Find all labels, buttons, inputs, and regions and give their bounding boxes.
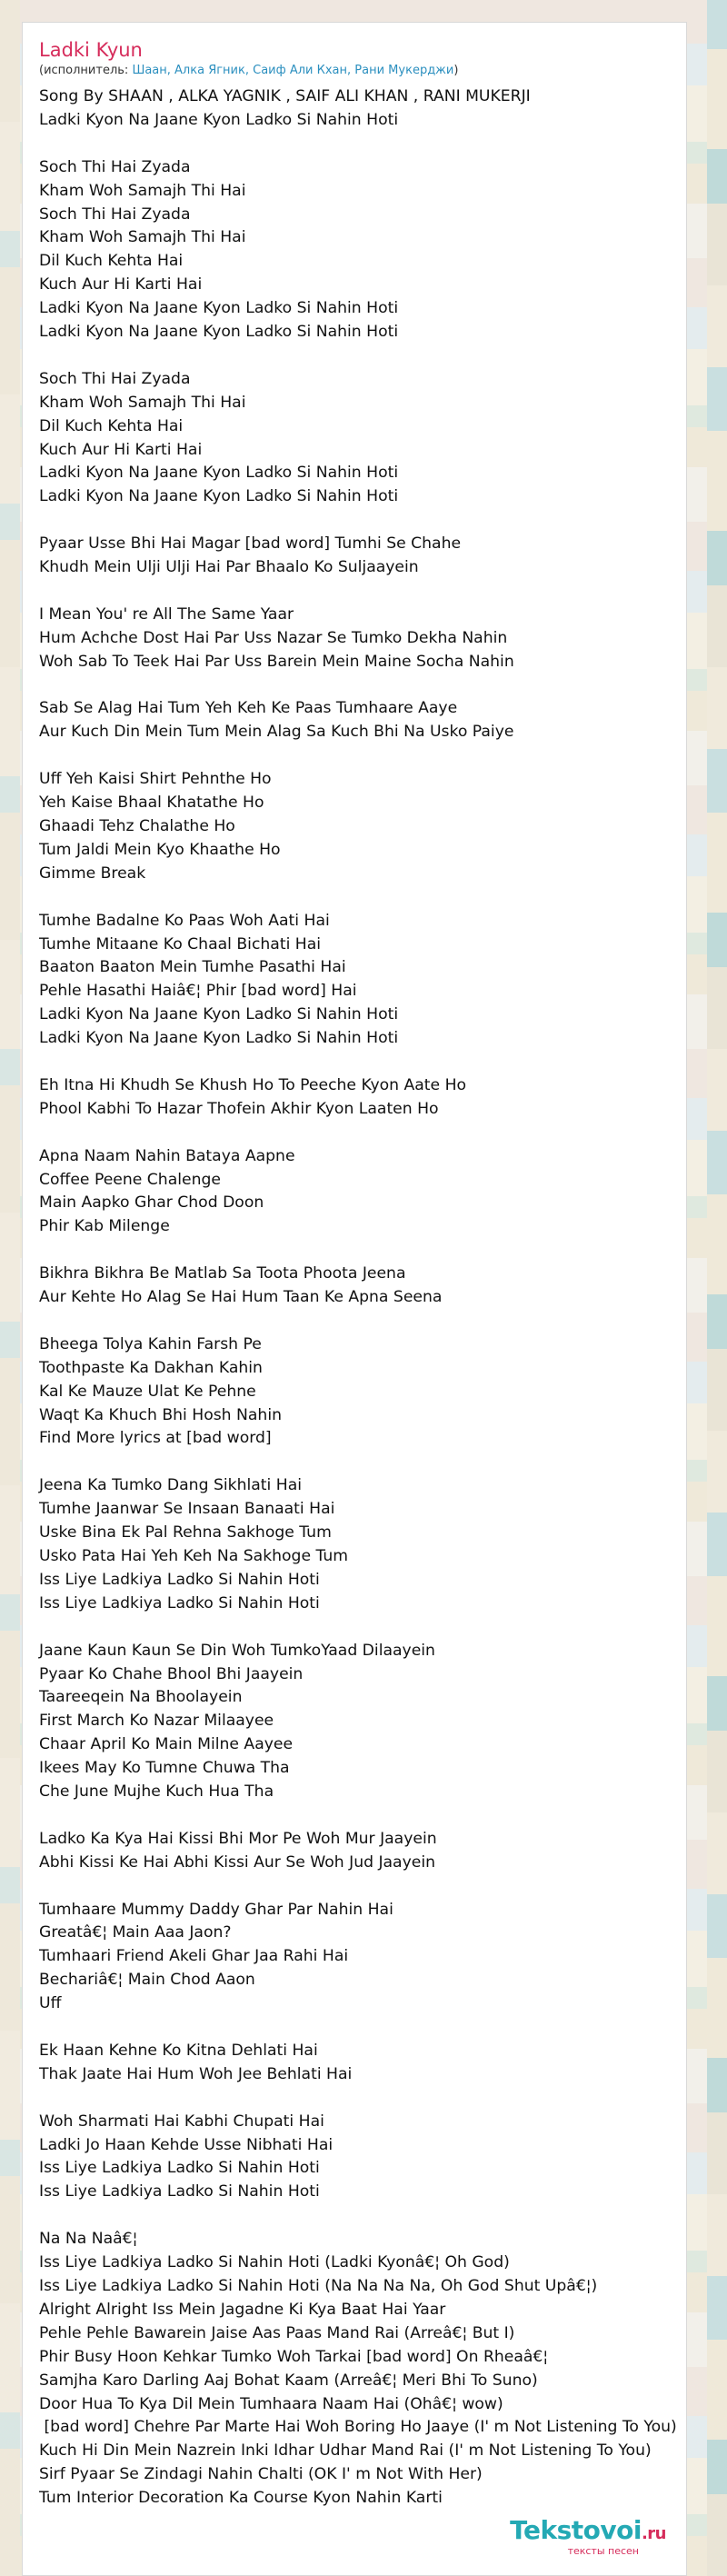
lyric-line: Tumhaari Friend Akeli Ghar Jaa Rahi Hai <box>39 1947 349 1966</box>
stanza-break <box>39 1875 670 1899</box>
lyric-line: Aur Kuch Din Mein Tum Mein Alag Sa Kuch Bhi Na Usko Paiye <box>39 723 514 742</box>
stanza-break <box>39 2204 670 2228</box>
lyric-line: Bheega Tolya Kahin Farsh Pe <box>39 1334 262 1353</box>
lyric-line: Sab Se Alag Hai Tum Yeh Keh Ke Paas Tumhaare Aaye <box>39 699 458 718</box>
lyric-line: Soch Thi Hai Zyada <box>39 205 191 224</box>
lyric-line: Dil Kuch Kehta Hai <box>39 252 184 271</box>
lyric-line: Ladki Kyon Na Jaane Kyon Ladko Si Nahin Hoti <box>39 1005 399 1024</box>
lyric-line: Tumhe Jaanwar Se Insaan Banaati Hai <box>39 1500 335 1519</box>
lyric-line: Ladki Jo Haan Kehde Usse Nibhati Hai <box>39 2135 334 2154</box>
lyric-line: Tum Jaldi Mein Kyo Khaathe Ho <box>39 840 281 859</box>
stanza-break <box>39 1804 670 1828</box>
stanza-break <box>39 580 670 604</box>
lyric-line: Coffee Peene Chalenge <box>39 1170 221 1189</box>
lyrics-text <box>39 85 677 2511</box>
stanza-break <box>39 133 670 156</box>
lyric-line: Tumhe Badalne Ko Paas Woh Aati Hai <box>39 911 330 930</box>
lyric-line: Gimme Break <box>39 864 146 883</box>
lyric-line: Kuch Aur Hi Karti Hai <box>39 275 203 295</box>
lyric-line: Baaton Baaton Mein Tumhe Pasathi Hai <box>39 958 346 977</box>
lyric-line: Taareeqein Na Bhoolayein <box>39 1688 243 1707</box>
lyric-line: Ek Haan Kehne Ko Kitna Dehlati Hai <box>39 2041 318 2060</box>
lyric-line: Thak Jaate Hai Hum Woh Jee Behlati Hai <box>39 2064 353 2083</box>
site-logo-tld: .ru <box>641 2524 666 2543</box>
lyric-line: Greatâ€¦ Main Aaa Jaon? <box>39 1923 232 1942</box>
lyric-line: Kal Ke Mauze Ulat Ke Pehne <box>39 1382 256 1401</box>
lyric-line: Ikees May Ko Tumne Chuwa Tha <box>39 1759 290 1778</box>
lyric-line: Tumhe Mitaane Ko Chaal Bichati Hai <box>39 934 322 954</box>
stanza-break <box>39 1122 670 1145</box>
lyric-line: Bikhra Bikhra Be Matlab Sa Toota Phoota Jeena <box>39 1264 406 1283</box>
lyric-line: Toothpaste Ka Dakhan Kahin <box>39 1358 263 1377</box>
lyric-line: Iss Liye Ladkiya Ladko Si Nahin Hoti <box>39 1593 320 1612</box>
lyric-line: Door Hua To Kya Dil Mein Tumhaara Naam Hai (Ohâ€¦ wow) <box>39 2394 503 2413</box>
lyric-line: Uske Bina Ek Pal Rehna Sakhoge Tum <box>39 1523 332 1543</box>
lyric-line: Iss Liye Ladkiya Ladko Si Nahin Hoti <box>39 2182 320 2202</box>
stanza-break <box>39 674 670 698</box>
lyric-line: Phool Kabhi To Hazar Thofein Akhir Kyon Laaten Ho <box>39 1099 439 1118</box>
lyric-line: First March Ko Nazar Milaayee <box>39 1712 274 1731</box>
site-logo-name: Tekstovoi <box>510 2515 642 2545</box>
song-title: Ladki Kyun <box>39 39 143 61</box>
lyric-line: Pyaar Ko Chahe Bhool Bhi Jaayein <box>39 1664 304 1683</box>
lyric-line: I Mean You' re All The Same Yaar <box>39 604 294 624</box>
lyric-line: Bechariâ€¦ Main Chod Aaon <box>39 1971 255 1990</box>
lyric-line: Ladki Kyon Na Jaane Kyon Ladko Si Nahin Hoti <box>39 464 399 483</box>
site-tagline: тексты песен <box>567 2545 639 2557</box>
lyric-line: Yeh Kaise Bhaal Khatathe Ho <box>39 794 264 813</box>
lyric-line: Woh Sharmati Hai Kabhi Chupati Hai <box>39 2112 324 2131</box>
lyric-line: Ladki Kyon Na Jaane Kyon Ladko Si Nahin Hoti <box>39 487 399 506</box>
lyric-line: Kuch Aur Hi Karti Hai <box>39 440 203 459</box>
performers-prefix: (исполнитель: <box>39 64 133 77</box>
lyric-line: Song By SHAAN , ALKA YAGNIK , SAIF ALI KHAN , RANI MUKERJI <box>39 87 531 105</box>
lyric-line: Aur Kehte Ho Alag Se Hai Hum Taan Ke Apna Seena <box>39 1288 443 1307</box>
lyric-line: Pehle Pehle Bawarein Jaise Aas Paas Mand Rai (Arreâ€¦ But I) <box>39 2323 515 2342</box>
stanza-break <box>39 344 670 368</box>
site-watermark <box>503 2513 673 2561</box>
stanza-break <box>39 1239 670 1263</box>
lyric-line: Che June Mujhe Kuch Hua Tha <box>39 1782 274 1802</box>
lyric-line: Ladki Kyon Na Jaane Kyon Ladko Si Nahin Hoti <box>39 323 399 342</box>
lyric-line: Find More lyrics at [bad word] <box>39 1429 272 1448</box>
lyric-line: Alright Alright Iss Mein Jagadne Ki Kya Baat Hai Yaar <box>39 2300 446 2319</box>
lyric-line: Pyaar Usse Bhi Hai Magar [bad word] Tumhi Se Chahe <box>39 534 462 554</box>
lyric-line: Ladki Kyon Na Jaane Kyon Ladko Si Nahin Hoti <box>39 110 399 129</box>
lyric-line: Phir Kab Milenge <box>39 1217 170 1236</box>
lyric-line: Usko Pata Hai Yeh Keh Na Sakhoge Tum <box>39 1547 349 1565</box>
lyric-line: Uff Yeh Kaisi Shirt Pehnthe Ho <box>39 770 272 789</box>
lyric-line: Uff <box>39 1994 62 2013</box>
lyric-line: Na Na Naâ€¦ <box>39 2230 138 2249</box>
stanza-break <box>39 509 670 533</box>
lyric-line: Jeena Ka Tumko Dang Sikhlati Hai <box>39 1476 302 1495</box>
lyric-line: Ladko Ka Kya Hai Kissi Bhi Mor Pe Woh Mur Jaayein <box>39 1829 437 1848</box>
lyric-line: Iss Liye Ladkiya Ladko Si Nahin Hoti <box>39 1570 320 1589</box>
lyrics-card <box>22 22 687 2576</box>
lyric-line: Iss Liye Ladkiya Ladko Si Nahin Hoti (Ladki Kyonâ€¦ Oh God) <box>39 2253 510 2272</box>
lyric-line: Pehle Hasathi Haiâ€¦ Phir [bad word] Hai <box>39 982 357 1001</box>
stanza-break <box>39 1310 670 1333</box>
lyric-line: Tumhaare Mummy Daddy Ghar Par Nahin Hai <box>39 1900 393 1919</box>
lyric-line: Main Aapko Ghar Chod Doon <box>39 1193 264 1213</box>
lyric-line: Khudh Mein Ulji Ulji Hai Par Bhaalo Ko Suljaayein <box>39 558 419 577</box>
lyric-line: Waqt Ka Khuch Bhi Hosh Nahin <box>39 1405 282 1424</box>
lyric-line: Samjha Karo Darling Aaj Bohat Kaam (Arreâ€¦ Meri Bhi To Suno) <box>39 2371 538 2390</box>
lyric-line: Sirf Pyaar Se Zindagi Nahin Chalti (OK I' m Not With Her) <box>39 2465 483 2484</box>
lyric-line: Ladki Kyon Na Jaane Kyon Ladko Si Nahin Hoti <box>39 1029 399 1048</box>
background-stripes-right <box>707 0 727 2576</box>
lyric-line: Kuch Hi Din Mein Nazrein Inki Idhar Udhar Mand Rai (I' m Not Listening To You) <box>39 2441 652 2461</box>
stanza-break <box>39 1616 670 1640</box>
lyric-line: Ladki Kyon Na Jaane Kyon Ladko Si Nahin Hoti <box>39 299 399 318</box>
lyric-line: Hum Achche Dost Hai Par Uss Nazar Se Tumko Dekha Nahin <box>39 628 508 647</box>
stanza-break <box>39 1451 670 1474</box>
lyric-line: Chaar April Ko Main Milne Aayee <box>39 1735 294 1754</box>
stanza-break <box>39 886 670 910</box>
lyric-line: Tum Interior Decoration Ka Course Kyon Nahin Karti <box>39 2489 443 2508</box>
performers-suffix: ) <box>453 64 459 77</box>
background-stripes-left <box>0 0 20 2576</box>
lyric-line: Abhi Kissi Ke Hai Abhi Kissi Aur Se Woh Jud Jaayein <box>39 1852 436 1872</box>
lyric-line: Kham Woh Samajh Thi Hai <box>39 181 246 200</box>
lyric-line: Soch Thi Hai Zyada <box>39 157 191 176</box>
performers-link[interactable]: Шаан, Алка Ягник, Саиф Али Кхан, Рани Мукерджи <box>132 64 454 77</box>
lyric-line: Jaane Kaun Kaun Se Din Woh TumkoYaad Dilaayein <box>39 1641 435 1660</box>
lyric-line: Dil Kuch Kehta Hai <box>39 416 184 435</box>
lyric-line: Soch Thi Hai Zyada <box>39 369 191 388</box>
lyric-line: Phir Busy Hoon Kehkar Tumko Woh Tarkai [bad word] On Rheaâ€¦ <box>39 2347 549 2366</box>
stanza-break <box>39 744 670 768</box>
stanza-break <box>39 2016 670 2040</box>
stanza-break <box>39 2087 670 2111</box>
lyric-line: Iss Liye Ladkiya Ladko Si Nahin Hoti (Na Na Na Na, Oh God Shut Upâ€¦) <box>39 2277 598 2295</box>
lyric-line: Kham Woh Samajh Thi Hai <box>39 393 246 412</box>
lyric-line: Iss Liye Ladkiya Ladko Si Nahin Hoti <box>39 2159 320 2178</box>
lyric-line: Eh Itna Hi Khudh Se Khush Ho To Peeche Kyon Aate Ho <box>39 1075 467 1094</box>
stanza-break <box>39 1051 670 1074</box>
lyric-line: Woh Sab To Teek Hai Par Uss Barein Mein Maine Socha Nahin <box>39 652 514 671</box>
lyric-line: Ghaadi Tehz Chalathe Ho <box>39 817 235 835</box>
lyric-line: Apna Naam Nahin Bataya Aapne <box>39 1146 295 1165</box>
lyric-line: [bad word] Chehre Par Marte Hai Woh Boring Ho Jaaye (I' m Not Listening To You) <box>39 2418 677 2437</box>
lyric-line: Kham Woh Samajh Thi Hai <box>39 228 246 247</box>
performers-line <box>39 63 670 78</box>
site-logo <box>510 2517 666 2548</box>
